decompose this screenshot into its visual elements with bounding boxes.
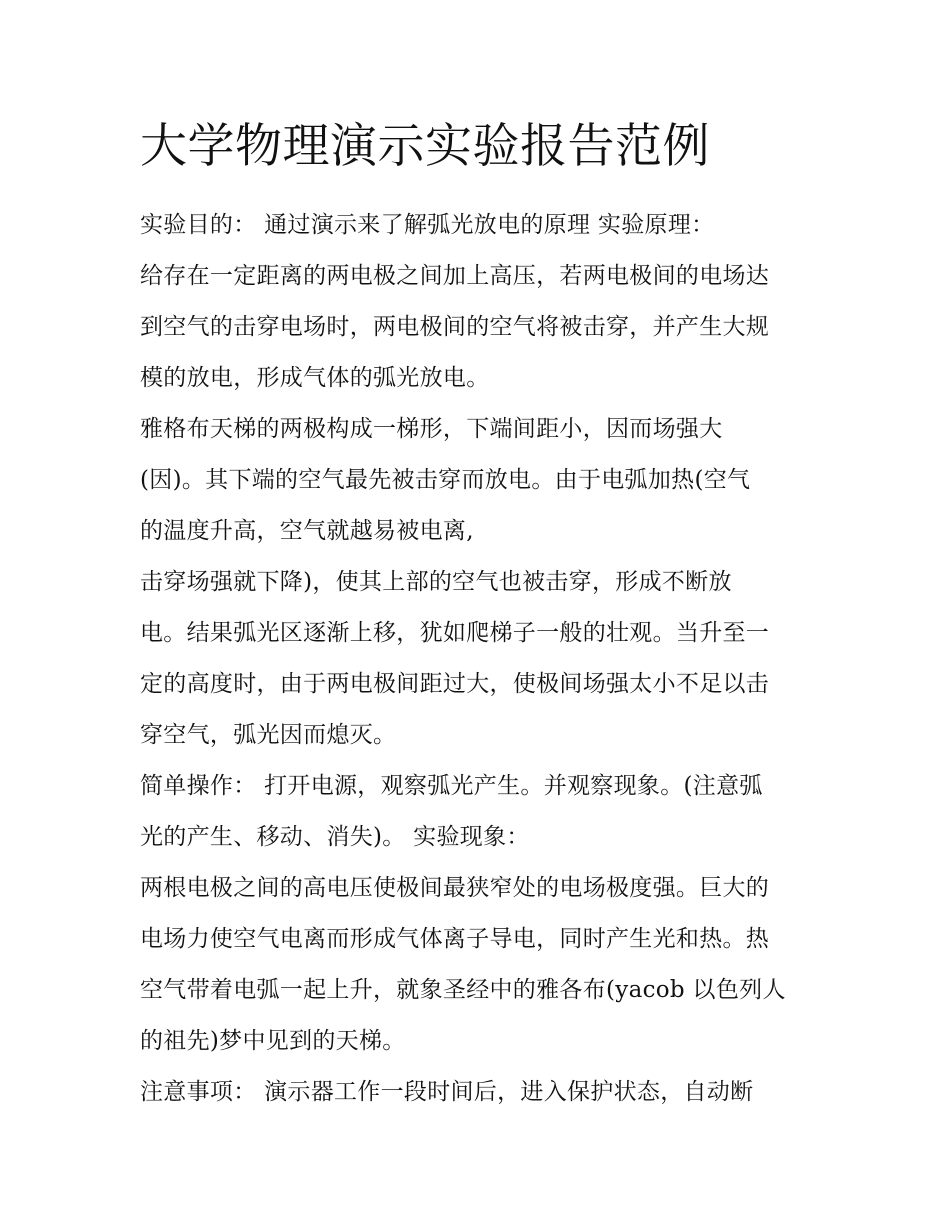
text-line: 的祖先)梦中见到的天梯。 <box>140 1028 406 1054</box>
text-line: 到空气的击穿电场时，两电极间的空气将被击穿，并产生大规 <box>140 314 770 340</box>
text-line: 的温度升高，空气就越易被电离, <box>140 518 474 544</box>
text-line: 定的高度时，由于两电极间距过大，使极间场强太小不足以击 <box>140 671 770 697</box>
text-line: 空气带着电弧一起上升，就象圣经中的雅各布(yacob 以色列人 <box>140 977 786 1003</box>
text-line: 击穿场强就下降)，使其上部的空气也被击穿，形成不断放 <box>140 569 732 595</box>
text-line: 简单操作： 打开电源，观察弧光产生。并观察现象。(注意弧 <box>140 773 763 799</box>
text-line: 光的产生、移动、消失)。 实验现象： <box>140 824 530 850</box>
text-line: 实验目的： 通过演示来了解弧光放电的原理 实验原理： <box>140 212 715 238</box>
text-line: 电。结果弧光区逐渐上移，犹如爬梯子一般的壮观。当升至一 <box>140 620 770 646</box>
document-title: 大学物理演示实验报告范例 <box>140 119 710 174</box>
text-line: 注意事项： 演示器工作一段时间后，进入保护状态，自动断 <box>140 1079 754 1105</box>
text-line: (因)。其下端的空气最先被击穿而放电。由于电弧加热(空气 <box>140 467 751 493</box>
document-body <box>140 112 815 1118</box>
text-line: 穿空气，弧光因而熄灭。 <box>140 722 397 748</box>
text-line: 电场力使空气电离而形成气体离子导电，同时产生光和热。热 <box>140 926 770 952</box>
text-line: 给存在一定距离的两电极之间加上高压，若两电极间的电场达 <box>140 263 770 289</box>
text-line: 两根电极之间的高电压使极间最狭窄处的电场极度强。巨大的 <box>140 875 770 901</box>
text-line: 雅格布天梯的两极构成一梯形，下端间距小，因而场强大 <box>140 416 723 442</box>
text-line: 模的放电，形成气体的弧光放电。 <box>140 365 490 391</box>
